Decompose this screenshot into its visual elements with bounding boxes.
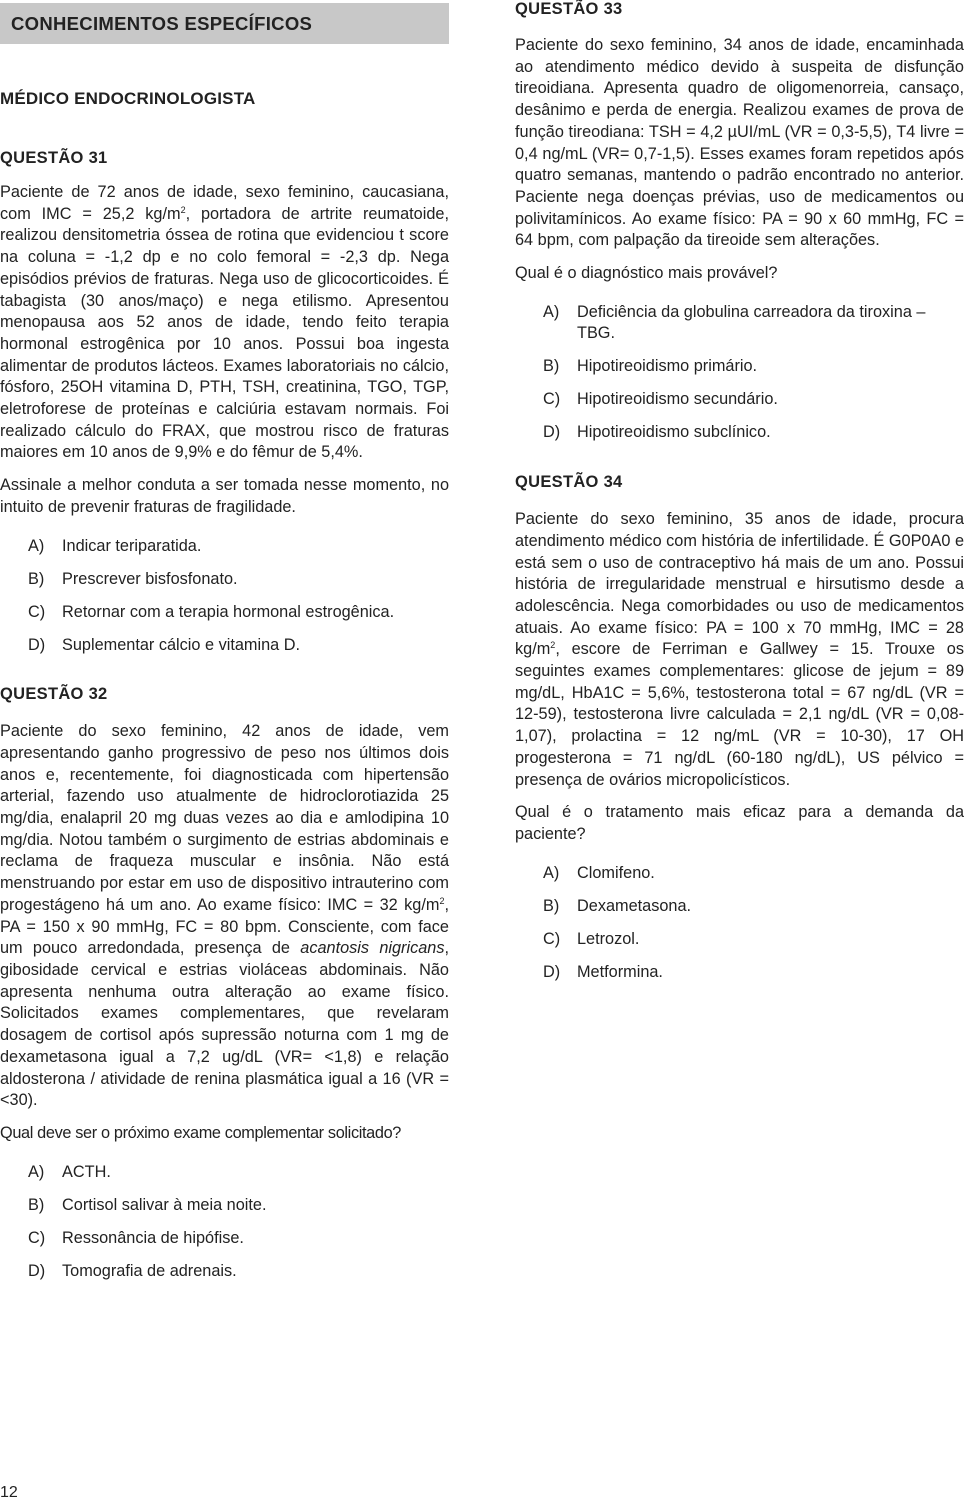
- question-prompt: Qual é o tratamento mais eficaz para a demanda da paciente?: [515, 803, 964, 843]
- option-b[interactable]: B) Dexametasona.: [543, 896, 692, 915]
- question-title: QUESTÃO 31: [0, 149, 108, 167]
- question-stem: Paciente de 72 anos de idade, sexo feminino, caucasiana, com IMC = 25,2 $kg/m^2$, portadora de artrite reumatoide, realizou densitometria óssea de rotina que evidenciou t score na coluna = -1,2 dp e no colo femoral = -2,3 dp. Nega episódios prévios de fraturas. Nega uso de glicocorticoides. É tabagista (30 anos/maço) e nega etilismo. Apresentou menopausa aos 52 anos de idade, tendo feito terapia hormonal estrogênica por 10 anos. Possui boa ingesta alimentar de produtos lácteos. Exames laboratoriais no cálcio, fósforo, 25OH vitamina D, PTH, TSH, creatinina, TGO, TGP, eletroforese de proteínas e calciúria estavam normais. Foi realizado cálculo do FRAX, que mostrou risco de fraturas maiores em 10 anos de 9,9% e do fêmur de 5,4%.: [0, 183, 449, 462]
- question-33: [515, 0, 964, 444]
- question-stem: Paciente do sexo feminino, 34 anos de idade, encaminhada ao atendimento médico devido à suspeita de disfunção tireoidiana. Apresenta quadro de oligomenorreia, cansaço, desânimo e perda de energia. Realizou exames de prova de função tireodiana: TSH = 4,2 µUI/mL (VR = 0,3-5,5), T4 livre = 0,4 ng/mL (VR= 0,7-1,5). Esses exames foram repetidos após quatro semanas, mantendo o padrão encontrado no anterior. Paciente nega doenças prévias, uso de medicamentos ou polivitamínicos. Ao exame físico: PA = 90 x 60 mmHg, FC = 64 bpm, com palpação da tireoide sem alterações.: [515, 36, 964, 250]
- question-title: QUESTÃO 32: [0, 685, 108, 704]
- right-column: [515, 0, 964, 995]
- option-c[interactable]: C) Hipotireoidismo secundário.: [543, 390, 778, 409]
- question-title: QUESTÃO 33: [515, 0, 623, 18]
- option-b[interactable]: B) Hipotireoidismo primário.: [543, 357, 758, 376]
- question-31: [0, 149, 449, 656]
- answer-options: [0, 536, 449, 657]
- option-a[interactable]: A) ACTH.: [28, 1162, 111, 1181]
- left-column: [0, 0, 449, 1294]
- question-stem: Paciente do sexo feminino, 42 anos de idade, vem apresentando ganho progressivo de peso nos últimos dois anos e, recentemente, foi diagnosticada com hipertensão arterial, fazendo uso atualmente de hidroclorotiazida 25 mg/dia, enalapril 20 mg duas vezes ao dia e amlodipina 10 mg/dia. Notou também o surgimento de estrias abdominais e reclama de fraqueza muscular e insônia. Não está menstruando por estar em uso de dispositivo intrauterino com progestágeno há um ano. Ao exame físico: IMC = 32 $kg/m^2$, PA = 150 x 90 mmHg, FC = 80 bpm. Consciente, com face um pouco arredondada, presença de acantosis nigricans, gibosidade cervical e estrias violáceas abdominais. Não apresenta nenhuma outra alteração ao exame físico. Solicitados exames complementares, que revelaram dosagem de cortisol após supressão noturna com 1 mg de dexametasona igual a 7,2 ug/dL (VR= <1,8) e relação aldosterona / atividade de renina plasmática igual a 16 (VR = <30).: [0, 722, 450, 1110]
- question-prompt: Qual deve ser o próximo exame complementar solicitado?: [0, 1123, 401, 1142]
- option-d[interactable]: D) Suplementar cálcio e vitamina D.: [28, 635, 300, 654]
- answer-options: [515, 863, 964, 984]
- option-b[interactable]: B) Prescrever bisfosfonato.: [28, 569, 238, 588]
- option-c[interactable]: C) Retornar com a terapia hormonal estrogênica.: [28, 602, 395, 621]
- section-header: [0, 3, 449, 44]
- question-title: QUESTÃO 34: [515, 473, 623, 492]
- section-title: CONHECIMENTOS ESPECÍFICOS: [11, 12, 313, 34]
- option-b[interactable]: B) Cortisol salivar à meia noite.: [28, 1195, 267, 1214]
- option-c[interactable]: C) Letrozol.: [543, 929, 640, 948]
- question-prompt: Qual é o diagnóstico mais provável?: [515, 264, 778, 283]
- question-stem: Paciente do sexo feminino, 35 anos de idade, procura atendimento médico com história de infertilidade. É G0P0A0 e está sem o uso de contraceptivo há mais de um ano. Possui história de irregularidade menstrual e hirsutismo desde a adolescência. Nega comorbidades ou uso de medicamentos atuais. Ao exame físico: PA = 100 x 70 mmHg, IMC = 28 $kg/m^2$, escore de Ferriman e Gallwey = 15. Trouxe os seguintes exames complementares: glicose de jejum = 89 mg/dL, HbA1C = 5,6%, testosterona total = 67 ng/dL (VR = 12-59), testosterona livre calculada = 2,1 ng/dL (VR = 0,08-1,07), prolactina = 12 ng/mL (VR = 10-30), 17 OH progesterona = 71 ng/dL (60-180 ng/dL), US pélvico = presença de ovários micropolicísticos.: [515, 510, 964, 789]
- option-a[interactable]: A) Clomifeno.: [543, 863, 655, 882]
- question-prompt: Assinale a melhor conduta a ser tomada nesse momento, no intuito de prevenir fraturas de fragilidade.: [0, 476, 449, 516]
- option-a[interactable]: A) Deficiência da globulina carreadora da tiroxina – TBG.: [543, 302, 926, 343]
- question-32: [0, 685, 449, 1282]
- role-title: MÉDICO ENDOCRINOLOGISTA: [0, 89, 256, 108]
- option-d[interactable]: D) Tomografia de adrenais.: [28, 1261, 237, 1280]
- answer-options: [0, 1162, 449, 1283]
- option-d[interactable]: D) Metformina.: [543, 962, 663, 981]
- option-c[interactable]: C) Ressonância de hipófise.: [28, 1228, 244, 1247]
- question-34: [515, 473, 964, 983]
- page-number: 12: [0, 1484, 18, 1501]
- answer-options: [515, 302, 964, 444]
- option-d[interactable]: D) Hipotireoidismo subclínico.: [543, 423, 771, 442]
- option-a[interactable]: A) Indicar teriparatida.: [28, 536, 202, 555]
